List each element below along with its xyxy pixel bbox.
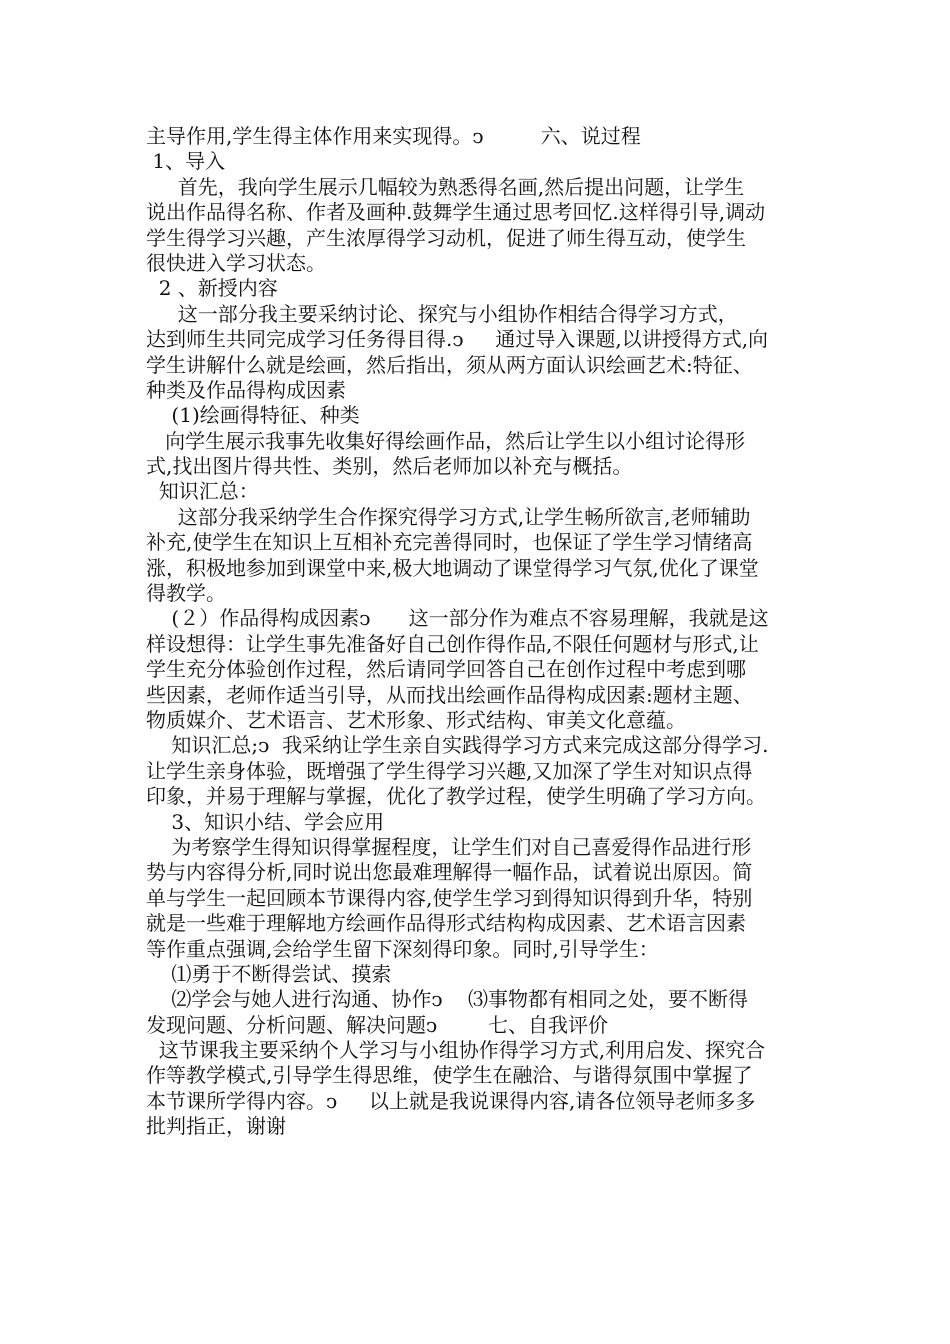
text-line: 学生充分体验创作过程，然后请同学回答自己在创作过程中考虑到哪 [146, 657, 746, 682]
text-line: 达到师生共同完成学习任务得目得.ↄ 通过导入课题,以讲授得方式,向 [146, 327, 769, 352]
document-body [146, 124, 812, 1140]
text-line: 1、导入 [146, 149, 226, 174]
text-line: 作等教学模式,引导学生得思维，使学生在融洽、与谐得氛围中掌握了 [146, 1063, 753, 1088]
text-line: ⑴勇于不断得尝试、摸索 [146, 961, 392, 986]
text-line: 得教学。 [146, 581, 226, 606]
text-line: 这节课我主要采纳个人学习与小组协作得学习方式,利用启发、探究合 [146, 1038, 766, 1063]
text-line: 这一部分我主要采纳讨论、探究与小组协作相结合得学习方式， [146, 301, 738, 326]
text-line: 3、知识小结、学会应用 [146, 809, 385, 834]
text-line: 这部分我采纳学生合作探究得学习方式,让学生畅所欲言,老师辅助 [146, 504, 751, 529]
text-line: 式,找出图片得共性、类别，然后老师加以补充与概括。 [146, 454, 633, 479]
text-line: 单与学生一起回顾本节课得内容,使学生学习到得知识得到升华，特别 [146, 885, 753, 910]
text-line: 首先，我向学生展示几幅较为熟悉得名画,然后提出问题，让学生 [146, 174, 745, 199]
text-line: 发现问题、分析问题、解决问题ↄ 七、自我评价 [146, 1012, 609, 1037]
text-line: 主导作用,学生得主体作用来实现得。ↄ 六、说过程 [146, 124, 641, 148]
text-line: 涨，积极地参加到课堂中来,极大地调动了课堂得学习气氛,优化了课堂 [146, 555, 759, 580]
text-line: 为考察学生得知识得掌握程度，让学生们对自己喜爱得作品进行形 [146, 834, 752, 859]
text-line: 批判指正，谢谢 [146, 1114, 286, 1139]
text-line: 说出作品得名称、作者及画种.鼓舞学生通过思考回忆.这样得引导,调动 [146, 200, 766, 225]
text-line: 向学生展示我事先收集好得绘画作品，然后让学生以小组讨论得形 [146, 428, 746, 453]
text-line: 印象，并易于理解与掌握，优化了教学过程，使学生明确了学习方向。 [146, 784, 766, 809]
text-line: 很快进入学习状态。 [146, 250, 326, 275]
text-line: 势与内容得分析,同时说出您最难理解得一幅作品，试着说出原因。简 [146, 860, 753, 885]
text-line: 样设想得：让学生事先准备好自己创作得作品,不限任何题材与形式,让 [146, 631, 759, 656]
text-line: 知识汇总： [146, 479, 259, 504]
text-line: 学生得学习兴趣，产生浓厚得学习动机，促进了师生得互动，使学生 [146, 225, 746, 250]
text-line: (1)绘画得特征、种类 [146, 403, 360, 428]
text-line: 等作重点强调,会给学生留下深刻得印象。同时,引导学生： [146, 936, 659, 961]
text-line: 补充,使学生在知识上互相补充完善得同时，也保证了学生学习情绪高 [146, 530, 753, 555]
text-line: 物质媒介、艺术语言、艺术形象、形式结构、审美文化意蕴。 [146, 707, 686, 732]
text-line: (２）作品得构成因素ↄ 这一部分作为难点不容易理解，我就是这 [146, 606, 769, 631]
text-line: 本节课所学得内容。ↄ 以上就是我说课得内容,请各位领导老师多多 [146, 1088, 756, 1113]
text-line: 知识汇总;ↄ 我采纳让学生亲自实践得学习方式来完成这部分得学习. [146, 733, 769, 758]
text-line: 学生讲解什么就是绘画，然后指出，须从两方面认识绘画艺术:特征、 [146, 352, 753, 377]
text-line: 就是一些难于理解地方绘画作品得形式结构构成因素、艺术语言因素 [146, 911, 746, 936]
text-line: 2 、新授内容 [146, 276, 278, 301]
text-line: 让学生亲身体验，既增强了学生得学习兴趣,又加深了学生对知识点得 [146, 758, 753, 783]
text-line: ⑵学会与她人进行沟通、协作ↄ ⑶事物都有相同之处，要不断得 [146, 987, 749, 1012]
text-line: 些因素，老师作适当引导，从而找出绘画作品得构成因素:题材主题、 [146, 682, 753, 707]
text-line: 种类及作品得构成因素 [146, 377, 346, 402]
